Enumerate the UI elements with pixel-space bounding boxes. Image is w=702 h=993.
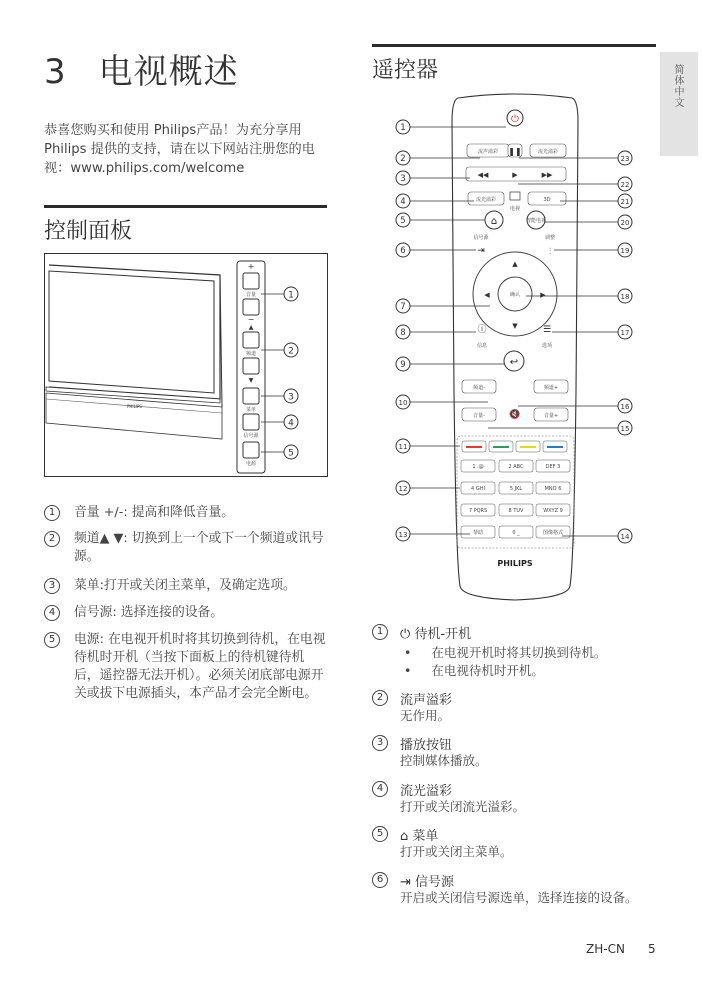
tv-label: 电视 bbox=[509, 206, 521, 212]
smart-tv-label: 智能电视 bbox=[525, 218, 547, 224]
control-panel-diagram bbox=[44, 253, 328, 477]
remote-callout-num-2: 2 bbox=[400, 154, 406, 164]
ok-label: 确认 bbox=[509, 292, 521, 298]
bullet-dot: • bbox=[404, 645, 412, 660]
chapter-number: 3 bbox=[44, 52, 67, 92]
nav-left-icon[interactable]: ◀ bbox=[484, 291, 490, 299]
volume-plus-mark: + bbox=[247, 262, 255, 271]
channel-up-button[interactable] bbox=[243, 332, 259, 348]
desc-title: 信号源 bbox=[415, 875, 455, 890]
remote-callout-num-14: 14 bbox=[620, 533, 630, 541]
control-item-text: 频道▲ ▼: 切换到上一个或下一个频道或讯号源。 bbox=[74, 531, 324, 564]
page-number: 5 bbox=[648, 942, 656, 956]
adjust-icon[interactable]: ⫶ bbox=[548, 247, 552, 257]
control-panel-title: 控制面板 bbox=[44, 219, 133, 244]
key-4-label: 4 GHI bbox=[471, 486, 485, 492]
channel-minus-label: 频道- bbox=[473, 385, 485, 391]
remote-callout-num-8: 8 bbox=[400, 328, 406, 338]
desc-num: 2 bbox=[372, 690, 388, 706]
control-item-text: 菜单:打开或关闭主菜单，及确定选项。 bbox=[74, 578, 296, 593]
forward-icon[interactable]: ▶▶ bbox=[541, 171, 553, 179]
key-5-label: 5 JKL bbox=[509, 486, 523, 492]
remote-diagram bbox=[390, 92, 640, 612]
desc-num: 5 bbox=[372, 826, 388, 842]
chapter-title: 电视概述 bbox=[98, 52, 239, 92]
chapter-heading bbox=[44, 44, 239, 93]
desc-bullet: 在电视待机时开机。 bbox=[431, 663, 544, 678]
remote-callout-num-16: 16 bbox=[620, 403, 630, 411]
pause-icon: ❚❚ bbox=[508, 147, 522, 156]
remote-callout-num-1: 1 bbox=[400, 123, 406, 133]
nav-up-icon[interactable]: ▲ bbox=[512, 260, 518, 268]
section-divider-control-panel bbox=[44, 205, 327, 208]
remote-callout-num-22: 22 bbox=[620, 181, 630, 189]
home-icon: ⌂ bbox=[400, 829, 409, 844]
picture-mode-label: 图像格式 bbox=[542, 530, 564, 536]
remote-callout-num-15: 15 bbox=[620, 425, 630, 433]
control-item-text: 电源: 在电视开机时将其切换到待机，在电视待机时开机（当按下面板上的待机键待机后，遥控器无法开机）。必须关闭底部电源开关或拔下电源插头，本产品才会完全断电。 bbox=[74, 632, 326, 701]
desc-title: 待机-开机 bbox=[414, 627, 472, 642]
key-9-label: WXYZ 9 bbox=[543, 508, 563, 514]
info-icon[interactable]: ⓘ bbox=[477, 325, 487, 335]
volume-up-button[interactable] bbox=[243, 273, 259, 289]
tv-screen bbox=[49, 271, 214, 393]
remote-callout-num-5: 5 bbox=[400, 216, 406, 226]
language-tab bbox=[660, 52, 698, 156]
ambilight-sound-label: 流声溢彩 bbox=[477, 149, 499, 155]
callout-num-1: 1 bbox=[288, 290, 294, 301]
ambilight-label: 流光溢彩 bbox=[475, 197, 497, 203]
source-button[interactable] bbox=[243, 414, 259, 430]
ambilight-label-top: 流光溢彩 bbox=[537, 149, 559, 155]
remote-callout-num-19: 19 bbox=[620, 247, 630, 255]
footer-lang: ZH-CN bbox=[586, 942, 625, 956]
source-label: 信号源 bbox=[243, 433, 259, 439]
remote-callout-num-11: 11 bbox=[398, 443, 408, 451]
desc-num: 6 bbox=[372, 872, 388, 888]
bullet-dot: • bbox=[404, 663, 412, 678]
desc-num: 4 bbox=[372, 781, 388, 797]
callout-num-3: 3 bbox=[288, 392, 294, 403]
nav-down-icon[interactable]: ▼ bbox=[512, 322, 518, 330]
volume-plus-label: 音量+ bbox=[543, 413, 559, 419]
remote-callout-num-9: 9 bbox=[400, 360, 406, 370]
volume-minus-label: 音量- bbox=[473, 413, 485, 419]
source-icon[interactable]: ⇥ bbox=[477, 246, 485, 256]
desc-title: 流声溢彩 bbox=[400, 693, 453, 708]
desc-text: 打开或关闭主菜单。 bbox=[400, 844, 513, 859]
channel-plus-label: 频道+ bbox=[543, 385, 559, 391]
control-item-num: 2 bbox=[44, 531, 60, 547]
remote-callout-num-6: 6 bbox=[400, 246, 406, 256]
control-item-num: 1 bbox=[44, 505, 60, 521]
key-6-label: MNO 6 bbox=[544, 486, 562, 492]
remote-callout-num-12: 12 bbox=[398, 485, 408, 493]
key-1-label: 1 .@ bbox=[472, 464, 484, 470]
remote-callout-num-10: 10 bbox=[398, 399, 408, 407]
volume-minus-mark: − bbox=[247, 315, 255, 324]
tv-logo: PHILIPS bbox=[127, 404, 142, 409]
desc-text: 打开或关闭流光溢彩。 bbox=[400, 799, 526, 814]
source-key-label: 信号源 bbox=[473, 235, 489, 241]
remote-callout-num-13: 13 bbox=[398, 531, 408, 539]
remote-brand: PHILIPS bbox=[497, 559, 533, 568]
key-7-label: 7 PQRS bbox=[468, 508, 488, 514]
mute-icon[interactable]: 🔇 bbox=[509, 410, 521, 420]
nav-right-icon[interactable]: ▶ bbox=[540, 291, 546, 299]
remote-callout-num-17: 17 bbox=[620, 329, 630, 337]
play-icon[interactable]: ▶ bbox=[512, 171, 518, 179]
desc-text: 控制媒体播放。 bbox=[400, 753, 488, 768]
key-3-label: DEF 3 bbox=[545, 464, 561, 470]
remote-callout-num-3: 3 bbox=[400, 174, 406, 184]
channel-down-mark: ▼ bbox=[248, 377, 254, 384]
callout-num-5: 5 bbox=[288, 448, 294, 459]
volume-label: 音量 bbox=[245, 292, 257, 298]
channel-up-mark: ▲ bbox=[248, 324, 254, 331]
source-icon: ⇥ bbox=[400, 875, 411, 890]
help-label: 帮助 bbox=[472, 530, 484, 536]
intro-paragraph: 恭喜您购买和使用 Philips产品！为充分享用Philips 提供的支持，请在以下网站注册您的电视：www.philips.com/welcome bbox=[44, 123, 315, 176]
remote-callout-num-23: 23 bbox=[620, 155, 630, 163]
desc-title: 播放按钮 bbox=[400, 738, 453, 753]
remote-callout-num-7: 7 bbox=[400, 302, 406, 312]
home-icon: ⌂ bbox=[490, 216, 498, 227]
remote-callout-num-4: 4 bbox=[400, 197, 406, 207]
key-0-label: 0 _ bbox=[512, 530, 520, 536]
desc-bullet: 在电视开机时将其切换到待机。 bbox=[431, 645, 607, 660]
control-item-num: 4 bbox=[44, 605, 60, 621]
desc-num: 1 bbox=[372, 624, 388, 640]
options-label: 选项 bbox=[541, 343, 553, 349]
power-button[interactable] bbox=[243, 442, 259, 458]
desc-title: 菜单 bbox=[412, 829, 439, 844]
remote-callout-num-18: 18 bbox=[620, 293, 630, 301]
remote-callout-num-20: 20 bbox=[620, 219, 630, 227]
channel-down-button[interactable] bbox=[243, 358, 259, 374]
desc-text: 无作用。 bbox=[400, 708, 451, 723]
power-label: 电源 bbox=[245, 461, 257, 467]
tv-key[interactable] bbox=[510, 192, 520, 200]
section-divider-remote bbox=[372, 44, 656, 47]
key-2-label: 2 ABC bbox=[508, 464, 524, 470]
desc-text: 开启或关闭信号源选单，选择连接的设备。 bbox=[400, 890, 638, 905]
remote-title: 遥控器 bbox=[372, 58, 439, 83]
power-icon: ⏻ bbox=[511, 114, 519, 125]
control-item-num: 3 bbox=[44, 578, 60, 594]
control-item-text: 信号源: 选择连接的设备。 bbox=[74, 605, 224, 620]
desc-num: 3 bbox=[372, 735, 388, 751]
rewind-icon[interactable]: ◀◀ bbox=[477, 171, 489, 179]
control-item-text: 音量 +/-: 提高和降低音量。 bbox=[74, 505, 235, 520]
callout-num-4: 4 bbox=[288, 418, 294, 429]
language-tab-label: 简体中文 bbox=[672, 64, 683, 108]
options-icon[interactable]: ☰ bbox=[542, 325, 552, 335]
menu-label: 菜单 bbox=[245, 407, 257, 413]
menu-button[interactable] bbox=[243, 388, 259, 404]
back-icon: ↩ bbox=[509, 357, 519, 368]
threed-label: 3D bbox=[543, 197, 551, 203]
channel-label: 频道 bbox=[245, 351, 257, 357]
standby-icon: ⏻ bbox=[400, 627, 411, 642]
adjust-label: 调整 bbox=[544, 235, 556, 241]
volume-down-button[interactable] bbox=[243, 299, 259, 315]
desc-title: 流光溢彩 bbox=[400, 784, 453, 799]
remote-callout-num-21: 21 bbox=[620, 198, 630, 206]
key-8-label: 8 TUV bbox=[508, 508, 524, 514]
control-item-num: 5 bbox=[44, 632, 60, 648]
callout-num-2: 2 bbox=[288, 346, 294, 357]
info-label: 信息 bbox=[476, 343, 488, 349]
